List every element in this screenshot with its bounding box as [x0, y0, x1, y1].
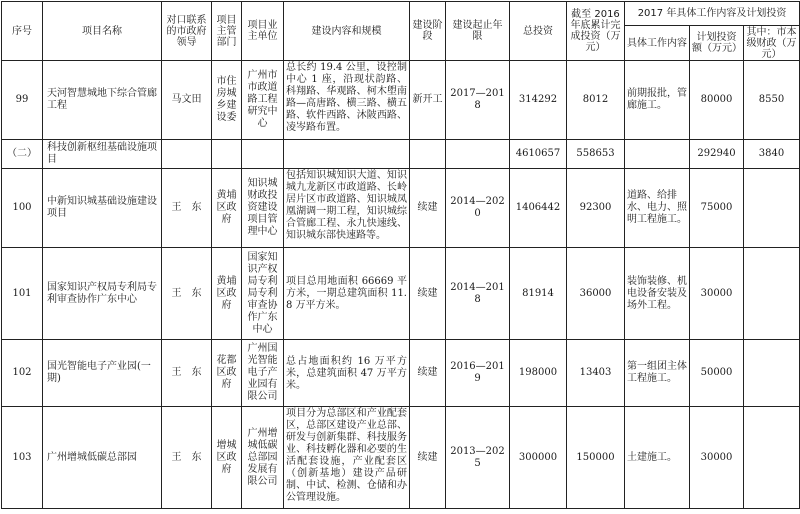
- row-work: 土建施工。: [625, 407, 690, 509]
- row-content: [284, 140, 410, 169]
- row-city: 8550: [744, 61, 800, 140]
- row-city: [744, 340, 800, 407]
- row-seq: 102: [2, 340, 43, 407]
- row-cumulative: 92300: [567, 169, 625, 248]
- row-cumulative: 558653: [567, 140, 625, 169]
- row-plan: 75000: [690, 169, 744, 248]
- row-plan: 292940: [690, 140, 744, 169]
- row-leader: 王 东: [162, 169, 212, 248]
- row-city: [744, 407, 800, 509]
- row-leader: 王 东: [162, 248, 212, 340]
- row-dept: 花都区政府: [212, 340, 242, 407]
- row-period: 2013—2025: [446, 407, 510, 509]
- row-phase: [410, 140, 446, 169]
- row-content: 总长约 19.4 公里，设控制中心 1 座，沿现状韵路、科翔路、华观路、柯木塱南路—高唐路、横三路、横五路、软件西路、沐陂西路、凌岑路布置。: [284, 61, 410, 140]
- row-name: 中新知识城基础设施建设项目: [43, 169, 162, 248]
- row-seq: 100: [2, 169, 43, 248]
- row-name: 国光智能电子产业园(一期): [43, 340, 162, 407]
- row-period: 2016—2019: [446, 340, 510, 407]
- header-period: 建设起止年限: [446, 2, 510, 61]
- row-content: 项目分为总部区和产业配套区，总部区建设产业总部、研发与创新集群、科技服务业、科技孵化器和必要的生活配套设施，产业配套区（创新基地）建设产品研制、中试、检测、仓储和办公管理设施。: [284, 407, 410, 509]
- row-period: 2017—2018: [446, 61, 510, 140]
- row-work: 第一组团主体工程施工。: [625, 340, 690, 407]
- row-dept: 增城区政府: [212, 407, 242, 509]
- row-period: 2014—2018: [446, 248, 510, 340]
- row-seq: 101: [2, 248, 43, 340]
- header-owner: 项目业主单位: [242, 2, 284, 61]
- row-city: 3840: [744, 140, 800, 169]
- header-dept: 项目主管部门: [212, 2, 242, 61]
- row-dept: 黄埔区政府: [212, 248, 242, 340]
- row-plan: 30000: [690, 248, 744, 340]
- row-content: 总占地面积约 16 万平方米，总建筑面积 47 万平方米。: [284, 340, 410, 407]
- row-dept: 黄埔区政府: [212, 169, 242, 248]
- row-period: 2014—2020: [446, 169, 510, 248]
- header-content: 建设内容和规模: [284, 2, 410, 61]
- header-work: 具体工作内容: [625, 26, 690, 61]
- row-name: 天河智慧城地下综合管廊工程: [43, 61, 162, 140]
- row-period: [446, 140, 510, 169]
- header-seq: 序号: [2, 2, 43, 61]
- row-name: 科技创新枢纽基础设施项目: [43, 140, 162, 169]
- row-plan: 80000: [690, 61, 744, 140]
- row-work: 前期报批，管廊施工。: [625, 61, 690, 140]
- row-total: 1406442: [510, 169, 567, 248]
- header-cumulative: 截至 2016 年底累计完成投资（万元）: [567, 2, 625, 61]
- row-dept: [212, 140, 242, 169]
- row-city: [744, 169, 800, 248]
- header-name: 项目名称: [43, 2, 162, 61]
- table-row: [2, 248, 800, 340]
- table-row: [2, 407, 800, 509]
- row-city: [744, 248, 800, 340]
- row-phase: 续建: [410, 340, 446, 407]
- row-work: 道路、给排水、电力、照明工程施工。: [625, 169, 690, 248]
- row-work: 装饰装修、机电设备安装及场外工程。: [625, 248, 690, 340]
- table-row: [2, 61, 800, 140]
- row-total: 198000: [510, 340, 567, 407]
- header-city: 其中：市本级财政（万元）: [744, 26, 800, 61]
- row-plan: 50000: [690, 340, 744, 407]
- row-total: 4610657: [510, 140, 567, 169]
- row-name: 国家知识产权局专利局专利审查协作广东中心: [43, 248, 162, 340]
- row-seq: 103: [2, 407, 43, 509]
- row-content: 项目总用地面积 66669 平方米，一期总建筑面积 11.8 万平方米。: [284, 248, 410, 340]
- row-phase: 续建: [410, 248, 446, 340]
- row-name: 广州增城低碳总部园: [43, 407, 162, 509]
- row-owner: 知识城财政投资建设项目管理中心: [242, 169, 284, 248]
- row-seq: 99: [2, 61, 43, 140]
- row-leader: 马文田: [162, 61, 212, 140]
- row-content: 包括知识城知识大道、知识城九龙新区市政道路、长岭居片区市政道路、知识城凤凰湖调一期工程，知识城综合管廊工程、永九快速线、知识城东部快速路等。: [284, 169, 410, 248]
- row-plan: 30000: [690, 407, 744, 509]
- row-cumulative: 36000: [567, 248, 625, 340]
- table-row-subtotal: [2, 140, 800, 169]
- table-row: [2, 340, 800, 407]
- header-phase: 建设阶段: [410, 2, 446, 61]
- row-owner: 广州国光智能电子产业园有限公司: [242, 340, 284, 407]
- row-owner: [242, 140, 284, 169]
- row-cumulative: 8012: [567, 61, 625, 140]
- row-total: 81914: [510, 248, 567, 340]
- row-total: 300000: [510, 407, 567, 509]
- row-seq: （二）: [2, 140, 43, 169]
- row-work: [625, 140, 690, 169]
- row-total: 314292: [510, 61, 567, 140]
- row-leader: 王 东: [162, 407, 212, 509]
- header-total: 总投资: [510, 2, 567, 61]
- row-dept: 市住房城乡建设委: [212, 61, 242, 140]
- row-leader: [162, 140, 212, 169]
- row-phase: 新开工: [410, 61, 446, 140]
- table-row: [2, 169, 800, 248]
- row-owner: 广州增城低碳总部园发展有限公司: [242, 407, 284, 509]
- header-plan: 计划投资额（万元）: [690, 26, 744, 61]
- row-leader: 王 东: [162, 340, 212, 407]
- header-leader: 对口联系的市政府领导: [162, 2, 212, 61]
- investment-table: [1, 1, 800, 509]
- row-owner: 国家知识产权局专利局专利审查协作广东中心: [242, 248, 284, 340]
- row-cumulative: 150000: [567, 407, 625, 509]
- row-phase: 续建: [410, 407, 446, 509]
- row-cumulative: 13403: [567, 340, 625, 407]
- row-phase: 续建: [410, 169, 446, 248]
- row-owner: 广州市市政道路工程研究中心: [242, 61, 284, 140]
- header-2017-group: 2017 年具体工作内容及计划投资: [625, 2, 800, 26]
